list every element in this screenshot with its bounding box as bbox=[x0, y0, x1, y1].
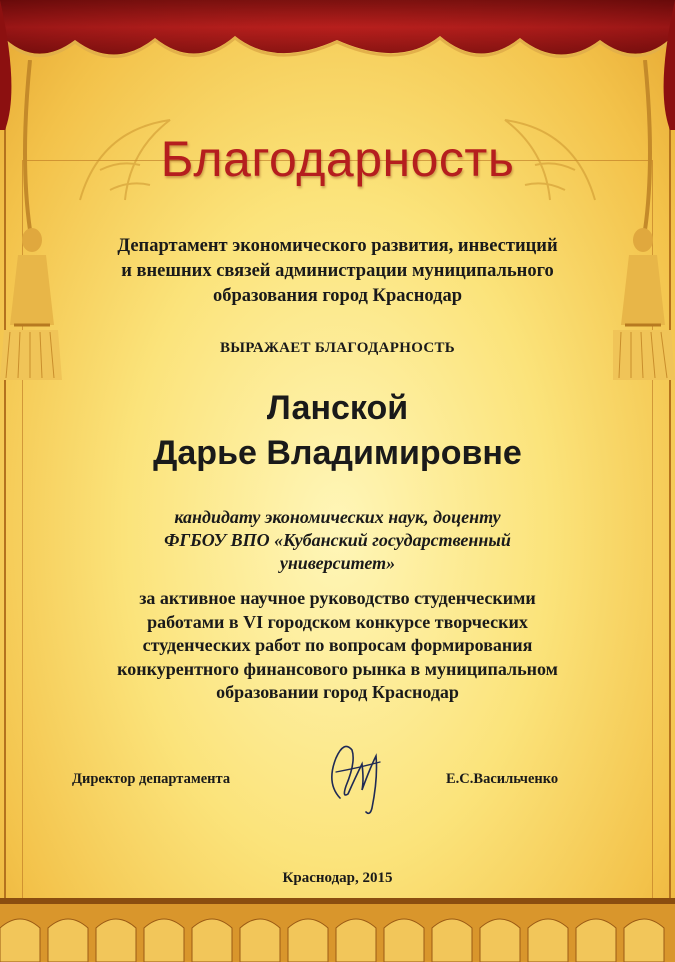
recipient-position bbox=[80, 506, 595, 575]
reason-line: образовании город Краснодар bbox=[216, 682, 459, 702]
recipient-surname: Ланской bbox=[266, 389, 409, 427]
place-date: Краснодар, 2015 bbox=[282, 870, 393, 886]
department-line: Департамент экономического развития, инвестиций bbox=[117, 236, 558, 256]
reason-line: работами в VI городском конкурсе творческих bbox=[147, 611, 528, 632]
handwritten-signature bbox=[318, 728, 398, 818]
certificate-title: Благодарность bbox=[160, 131, 515, 187]
recipient-name bbox=[0, 386, 675, 476]
tassel-left bbox=[0, 60, 70, 380]
bottom-frieze bbox=[0, 888, 675, 962]
recipient-given-names: Дарье Владимировне bbox=[153, 434, 522, 472]
department-line: образования город Краснодар bbox=[213, 286, 462, 306]
department-name bbox=[60, 234, 615, 309]
position-line: ФГБОУ ВПО «Кубанский государственный bbox=[164, 530, 511, 550]
reason-line: за активное научное руководство студенческими bbox=[139, 588, 536, 608]
reason-line: конкурентного финансового рынка в муниципальном bbox=[117, 658, 558, 679]
expresses-gratitude: ВЫРАЖАЕТ БЛАГОДАРНОСТЬ bbox=[219, 340, 456, 356]
department-line: и внешних связей администрации муниципального bbox=[121, 261, 554, 281]
signer-name: Е.С.Васильченко bbox=[446, 771, 559, 787]
reason-line: студенческих работ по вопросам формирования bbox=[142, 635, 533, 655]
position-line: университет» bbox=[279, 553, 396, 573]
signer-title: Директор департамента bbox=[72, 771, 231, 787]
position-line: кандидату экономических наук, доценту bbox=[174, 507, 501, 527]
tassel-right bbox=[605, 60, 675, 380]
gratitude-reason bbox=[50, 587, 625, 705]
